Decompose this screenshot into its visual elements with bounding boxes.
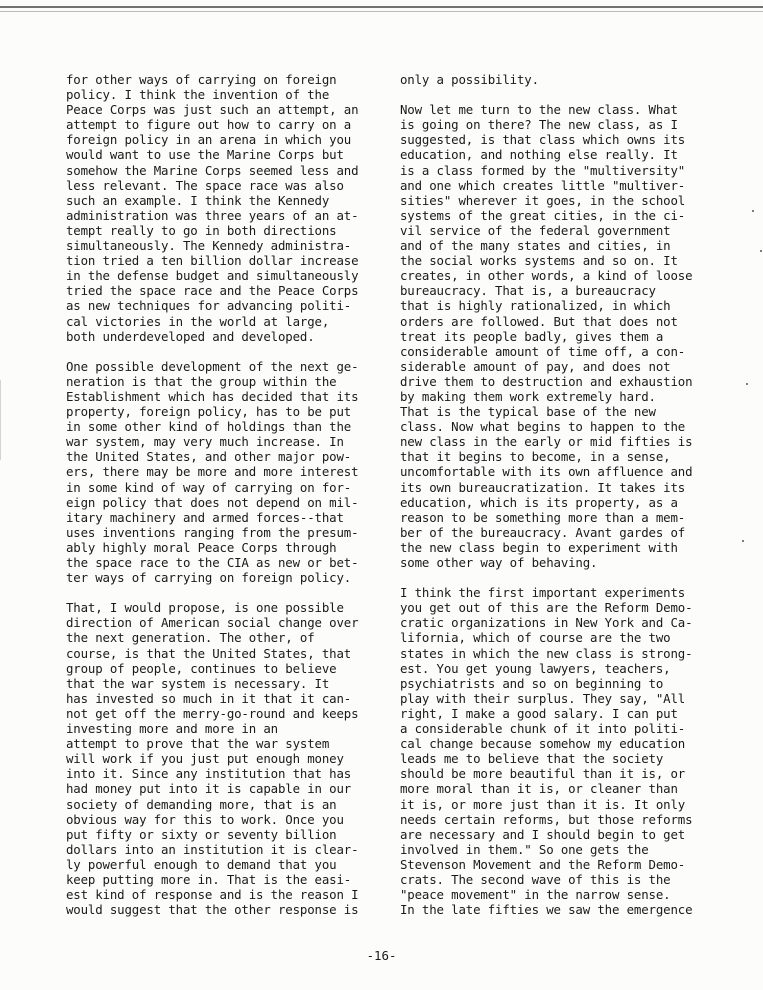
- text-line: ter ways of carrying on foreign policy.: [66, 570, 352, 586]
- text-line: ly powerful enough to demand that you: [66, 856, 337, 872]
- scan-speck: [746, 383, 748, 385]
- text-line: the space race to the CIA as new or bet-: [66, 555, 359, 570]
- text-line: the United States, and other major pow-: [66, 449, 352, 465]
- text-line: lifornia, which of course are the two: [400, 630, 671, 646]
- text-line: ers, there may be more and more interest: [66, 464, 359, 480]
- text-line: is a class formed by the "multiversity": [400, 162, 686, 178]
- top-border-rule-secondary: [0, 11, 763, 12]
- text-line: considerable amount of time off, a con-: [400, 343, 686, 359]
- text-line: neration is that the group within the: [66, 373, 337, 389]
- text-line: vil service of the federal government: [400, 222, 671, 238]
- text-line: needs certain reforms, but those reforms: [400, 811, 693, 827]
- text-line: group of people, continues to believe: [66, 660, 337, 676]
- paragraph-gap: [400, 570, 706, 585]
- scan-speck: [752, 210, 754, 212]
- text-line: the new class begin to experiment with: [400, 539, 678, 555]
- text-line: states in which the new class is strong-: [400, 645, 693, 661]
- text-line: that is highly rationalized, in which: [400, 298, 671, 314]
- text-line: by making them work extremely hard.: [400, 388, 656, 404]
- text-line: That is the typical base of the new: [400, 404, 656, 420]
- text-line: administration was three years of an at-: [66, 207, 359, 223]
- paragraph: [66, 600, 368, 917]
- text-line: keep putting more in. That is the easi-: [66, 871, 352, 887]
- text-line: involved in them." So one gets the: [400, 841, 649, 857]
- text-line: the next generation. The other, of: [66, 630, 315, 646]
- text-line: would want to use the Marine Corps but: [66, 147, 344, 163]
- text-line: itary machinery and armed forces--that: [66, 509, 344, 525]
- text-line: new class in the early or mid fifties is: [400, 434, 693, 450]
- text-line: drive them to destruction and exhaustion: [400, 373, 693, 389]
- text-line: it is, or more just than it is. It only: [400, 796, 686, 812]
- text-line: eign policy that does not depend on mil-: [66, 494, 359, 510]
- text-line: would suggest that the other response is: [66, 902, 359, 918]
- text-line: and one which creates little "multiver-: [400, 177, 686, 193]
- text-line: crats. The second wave of this is the: [400, 871, 671, 887]
- text-line: property, foreign policy, has to be put: [66, 404, 352, 420]
- text-line: Peace Corps was just such an attempt, an: [66, 102, 359, 118]
- right-column: [400, 72, 706, 917]
- text-line: education, which is its property, as a: [400, 494, 678, 510]
- text-line: orders are followed. But that does not: [400, 313, 678, 329]
- text-line: is going on there? The new class, as I: [400, 117, 678, 133]
- text-line: sities" wherever it goes, in the school: [400, 192, 686, 208]
- text-line: "peace movement" in the narrow sense.: [400, 887, 671, 903]
- text-line: treat its people badly, gives them a: [400, 328, 664, 344]
- text-line: psychiatrists and so on beginning to: [400, 675, 664, 691]
- text-line: systems of the great cities, in the ci-: [400, 207, 686, 223]
- text-line: That, I would propose, is one possible: [66, 600, 344, 616]
- paragraph: [400, 72, 706, 87]
- text-line: in some other kind of holdings than the: [66, 419, 352, 435]
- text-line: simultaneously. The Kennedy administra-: [66, 238, 352, 254]
- text-line: somehow the Marine Corps seemed less and: [66, 162, 359, 178]
- left-edge-shadow: [0, 380, 1, 460]
- text-line: the social works systems and so on. It: [400, 253, 678, 269]
- page-number: -16-: [366, 948, 397, 963]
- text-line: should be more beautiful than it is, or: [400, 766, 686, 782]
- text-line: dollars into an institution it is clear-: [66, 841, 359, 857]
- scan-speck: [742, 540, 744, 542]
- text-line: ber of the bureaucracy. Avant gardes of: [400, 524, 686, 540]
- text-line: direction of American social change over: [66, 615, 359, 631]
- text-line: war system, may very much increase. In: [66, 434, 344, 450]
- text-line: play with their surplus. They say, "All: [400, 690, 686, 706]
- text-line: in the defense budget and simultaneously: [66, 268, 359, 284]
- text-line: cal victories in the world at large,: [66, 313, 330, 329]
- text-line: education, and nothing else really. It: [400, 147, 678, 163]
- text-line: you get out of this are the Reform Demo-: [400, 600, 693, 616]
- text-line: cratic organizations in New York and Ca-: [400, 615, 693, 631]
- text-line: I think the first important experiments: [400, 585, 686, 601]
- text-line: est kind of response and is the reason I: [66, 887, 359, 903]
- text-line: attempt to prove that the war system: [66, 736, 330, 752]
- text-line: bureaucracy. That is, a bureaucracy: [400, 283, 656, 299]
- text-line: put fifty or sixty or seventy billion: [66, 826, 337, 842]
- text-line: est. You get young lawyers, teachers,: [400, 660, 671, 676]
- text-line: its own bureaucratization. It takes its: [400, 479, 686, 495]
- text-line: for other ways of carrying on foreign: [66, 72, 337, 87]
- paragraph: [66, 72, 368, 344]
- text-line: Now let me turn to the new class. What: [400, 102, 678, 118]
- scan-speck: [760, 250, 762, 252]
- text-line: reason to be something more than a mem-: [400, 509, 686, 525]
- text-line: uncomfortable with its own affluence and: [400, 464, 693, 480]
- text-line: has invested so much in it that it can-: [66, 690, 352, 706]
- text-line: had money put into it is capable in our: [66, 781, 352, 797]
- text-line: will work if you just put enough money: [66, 751, 344, 767]
- text-line: that the war system is necessary. It: [66, 675, 330, 691]
- text-line: creates, in other words, a kind of loose: [400, 268, 693, 284]
- text-line: into it. Since any institution that has: [66, 766, 352, 782]
- text-line: more moral than it is, or cleaner than: [400, 781, 678, 797]
- text-line: tempt really to go in both directions: [66, 222, 337, 238]
- text-line: siderable amount of pay, and does not: [400, 358, 671, 374]
- text-line: foreign policy in an arena in which you: [66, 132, 352, 148]
- text-line: are necessary and I should begin to get: [400, 826, 686, 842]
- text-line: less relevant. The space race was also: [66, 177, 344, 193]
- text-line: policy. I think the invention of the: [66, 87, 330, 103]
- text-line: leads me to believe that the society: [400, 751, 664, 767]
- text-line: a considerable chunk of it into politi-: [400, 721, 686, 737]
- paragraph-gap: [66, 585, 368, 600]
- paragraph: [400, 585, 706, 917]
- text-line: class. Now what begins to happen to the: [400, 419, 686, 435]
- text-line: in some kind of way of carrying on for-: [66, 479, 352, 495]
- text-line: some other way of behaving.: [400, 555, 598, 570]
- text-line: right, I make a good salary. I can put: [400, 705, 678, 721]
- text-line: Stevenson Movement and the Reform Demo-: [400, 856, 686, 872]
- text-line: ably highly moral Peace Corps through: [66, 539, 337, 555]
- text-line: Establishment which has decided that its: [66, 388, 359, 404]
- text-line: suggested, is that class which owns its: [400, 132, 686, 148]
- text-line: course, is that the United States, that: [66, 645, 352, 661]
- text-line: such an example. I think the Kennedy: [66, 192, 330, 208]
- text-line: both underdeveloped and developed.: [66, 328, 315, 344]
- paragraph: [66, 359, 368, 585]
- text-line: and of the many states and cities, in: [400, 238, 671, 254]
- text-line: society of demanding more, that is an: [66, 796, 337, 812]
- left-column: [66, 72, 368, 917]
- top-border-rule: [0, 6, 763, 8]
- text-line: uses inventions ranging from the presum-: [66, 524, 359, 540]
- paragraph: [400, 102, 706, 570]
- text-line: not get off the merry-go-round and keeps: [66, 705, 359, 721]
- text-line: obvious way for this to work. Once you: [66, 811, 344, 827]
- text-line: In the late fifties we saw the emergence: [400, 902, 693, 918]
- text-line: cal change because somehow my education: [400, 736, 686, 752]
- text-line: that it begins to become, in a sense,: [400, 449, 671, 465]
- text-line: investing more and more in an: [66, 721, 278, 737]
- text-line: only a possibility.: [400, 72, 539, 87]
- text-line: as new techniques for advancing politi-: [66, 298, 352, 314]
- text-line: tried the space race and the Peace Corps: [66, 283, 359, 299]
- paragraph-gap: [400, 87, 706, 102]
- paragraph-gap: [66, 344, 368, 359]
- text-line: One possible development of the next ge-: [66, 358, 359, 374]
- text-line: attempt to figure out how to carry on a: [66, 117, 352, 133]
- text-line: tion tried a ten billion dollar increase: [66, 253, 359, 269]
